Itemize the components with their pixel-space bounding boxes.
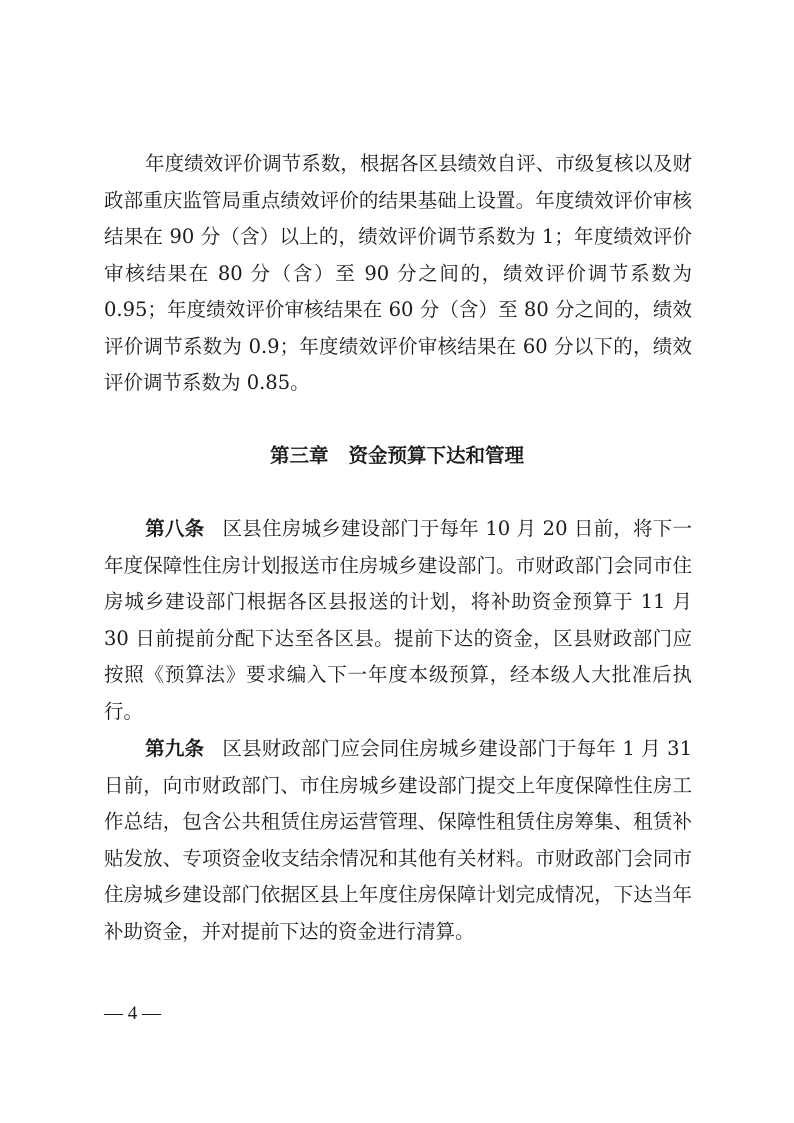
article-title: 第九条 <box>145 737 205 760</box>
chapter-title: 资金预算下达和管理 <box>348 444 525 467</box>
chapter-heading <box>0 440 794 472</box>
paragraph-performance-coefficient <box>104 146 692 402</box>
paragraph-text: 年度绩效评价调节系数，根据各区县绩效自评、市级复核以及财政部重庆监管局重点绩效评价的结果基础上设置。年度绩效评价审核结果在 90 分（含）以上的，绩效评价调节系数为 1；年度绩效评价审核结果在 80 分（含）至 90 分之间的，绩效评价调节系数为 0.95；年度绩效评价审核结果在 60 分（含）至 80 分之间的，绩效评价调节系数为 0.9；年度绩效评价审核结果在 60 分以下的，绩效评价调节系数为 0.85。 <box>104 152 692 394</box>
article-title: 第八条 <box>145 517 205 540</box>
article-8 <box>104 511 692 730</box>
article-text: 区县住房城乡建设部门于每年 10 月 20 日前，将下一年度保障性住房计划报送市住房城乡建设部门。市财政部门会同市住房城乡建设部门根据各区县报送的计划，将补助资金预算于 11 月 30 日前提前分配下达至各区县。提前下达的资金，区县财政部门应按照《预算法》要求编入下一年度本级预算，经本级人大批准后执行。 <box>104 517 692 723</box>
article-text: 区县财政部门应会同住房城乡建设部门于每年 1 月 31 日前，向市财政部门、市住房城乡建设部门提交上年度保障性住房工作总结，包含公共租赁住房运营管理、保障性租赁住房筹集、租赁补贴发放、专项资金收支结余情况和其他有关材料。市财政部门会同市住房城乡建设部门依据区县上年度住房保障计划完成情况，下达当年补助资金，并对提前下达的资金进行清算。 <box>104 737 692 943</box>
article-9 <box>104 731 692 950</box>
chapter-number: 第三章 <box>269 444 329 467</box>
page-number: — 4 — <box>104 1003 161 1024</box>
